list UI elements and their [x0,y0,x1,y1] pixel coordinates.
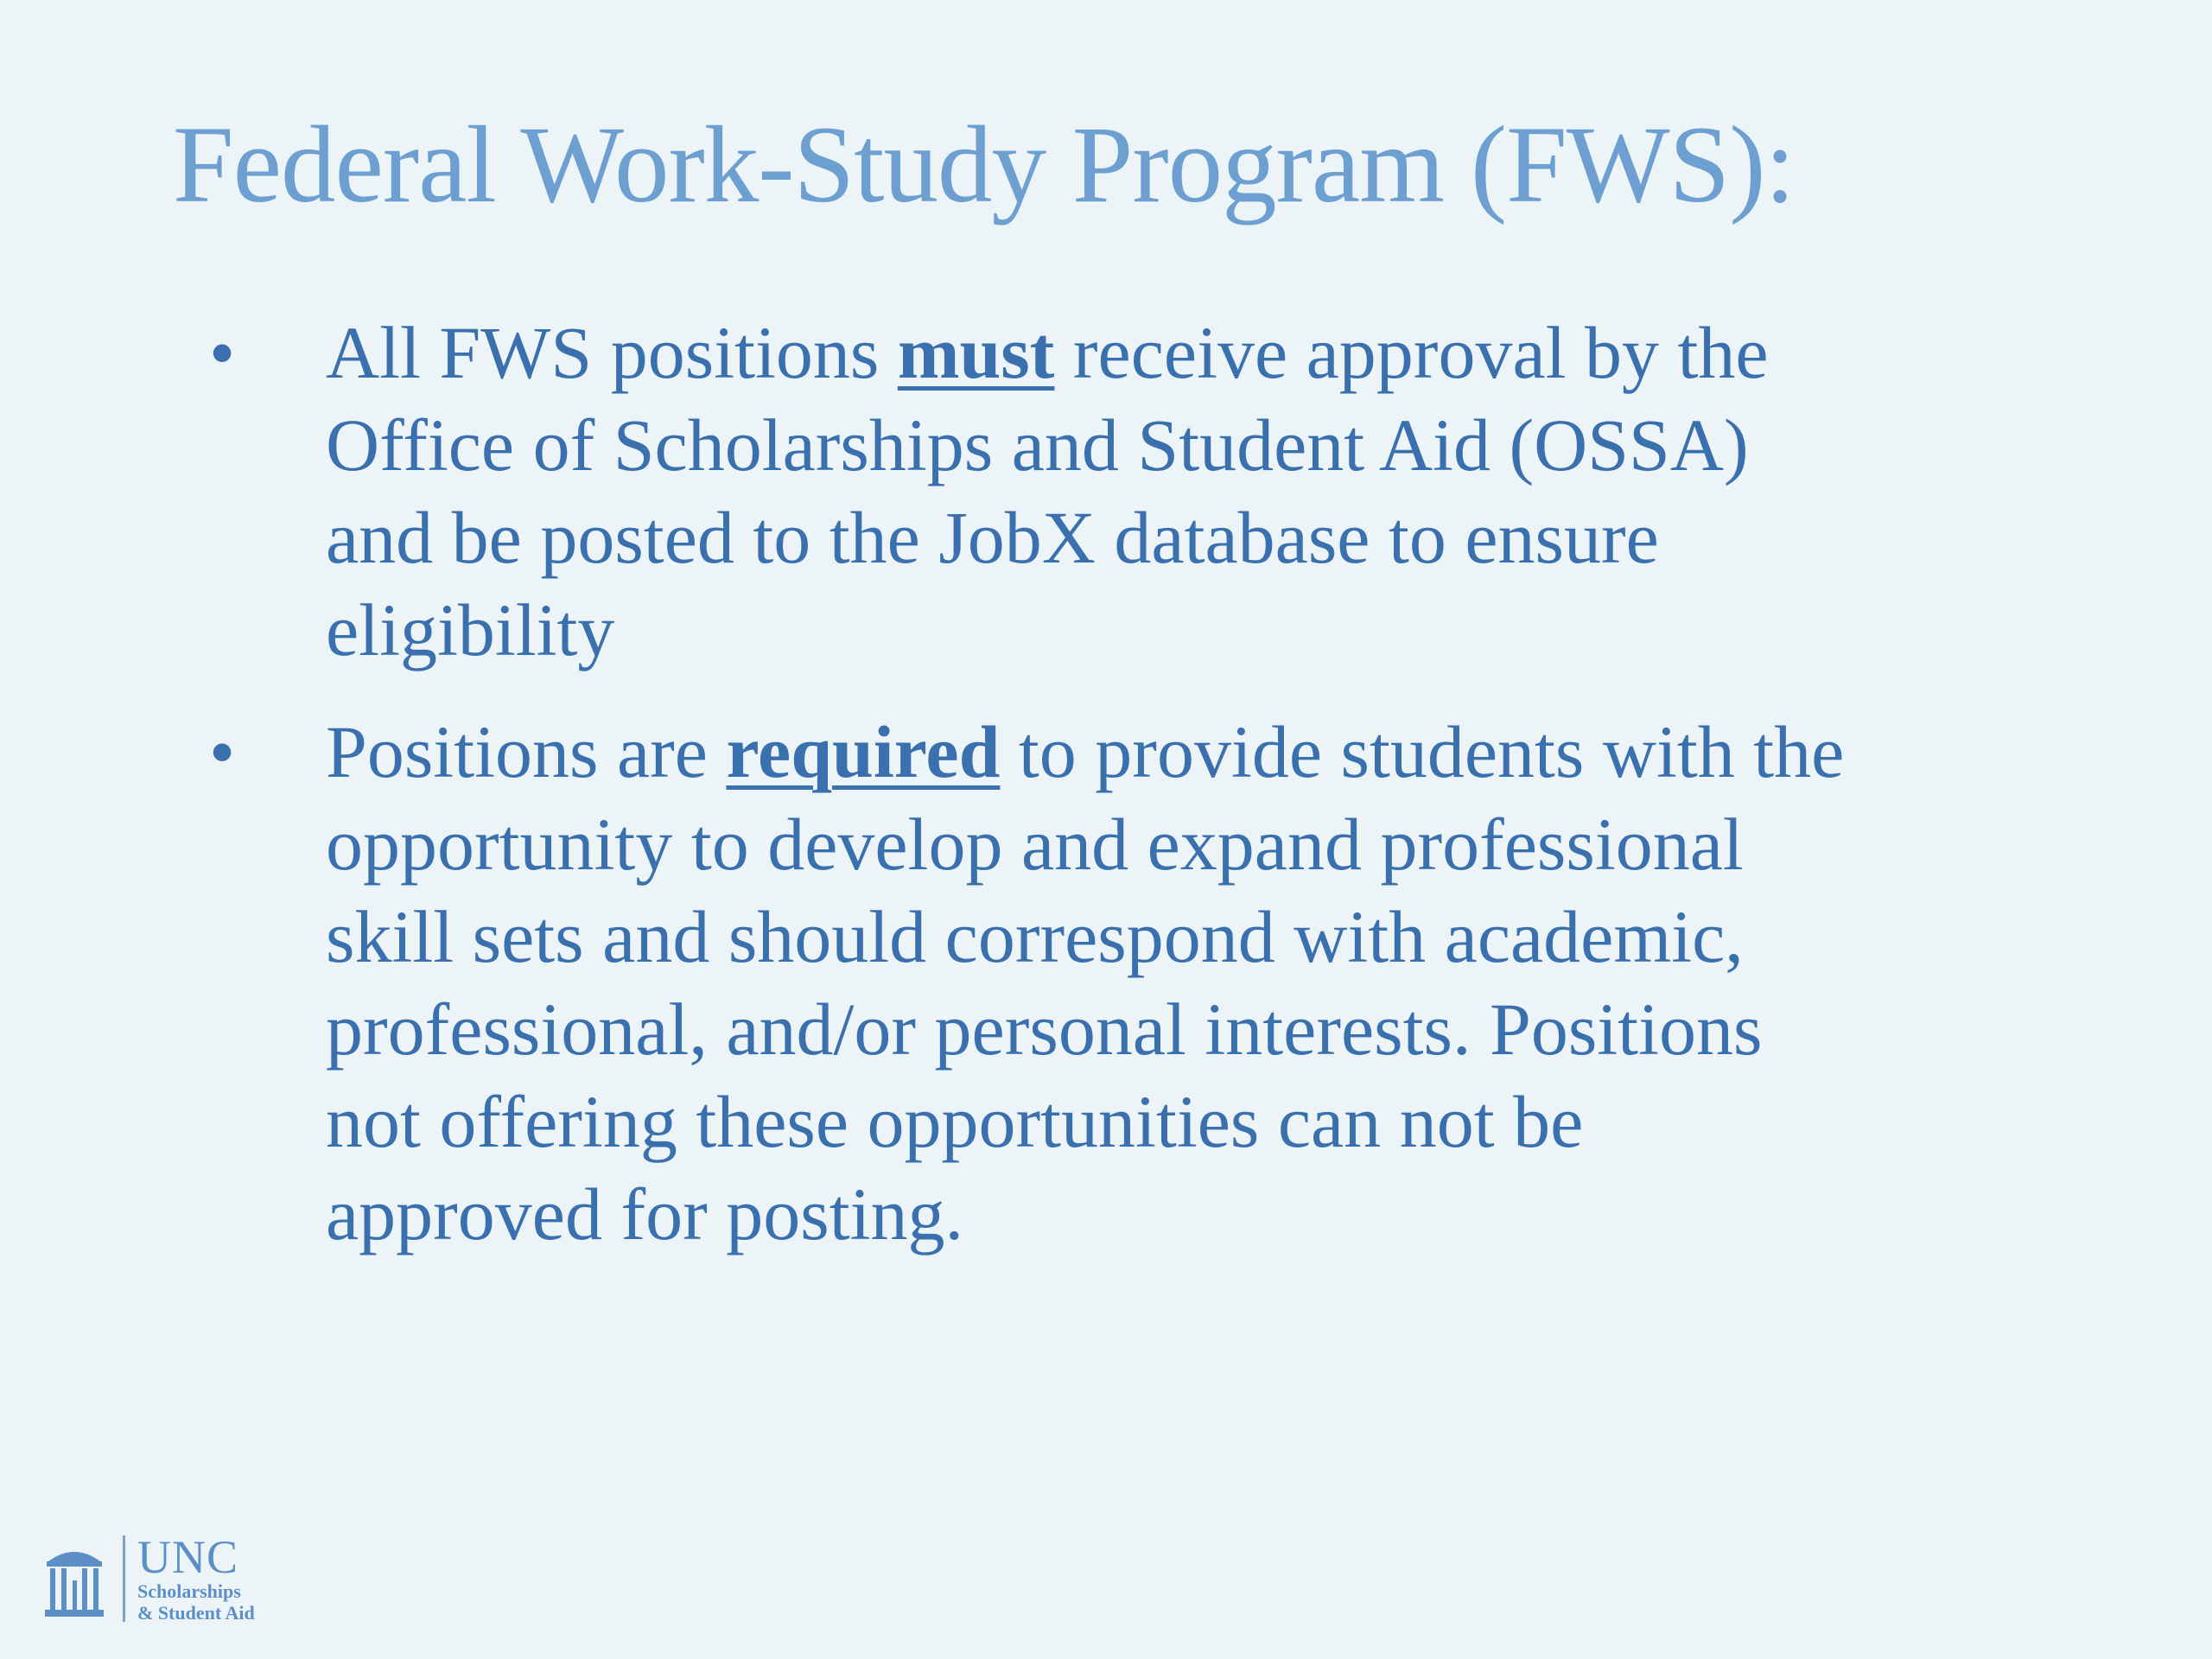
bullet-dot-icon: • [208,710,236,793]
old-well-icon [43,1535,105,1622]
brand-name: UNC [137,1531,239,1583]
text-run: to provide students with the [1000,710,1845,793]
bullet-item-requirements [208,706,2123,1261]
text-run: All FWS positions [326,311,898,394]
bullet-line: skill sets and should correspond with academic, [326,895,1744,978]
footer-logo [43,1531,255,1626]
brand-wordmark [137,1531,255,1624]
slide-title: Federal Work-Study Program (FWS): [173,105,1795,226]
bullet-line: professional, and/or personal interests. Positions [326,988,1763,1071]
bullet-line: Office of Scholarships and Student Aid (OSSA) [326,404,1749,486]
brand-line: Scholarships [137,1580,241,1602]
bullet-line: opportunity to develop and expand professional [326,803,1744,886]
bullet-item-approval [208,307,2123,677]
bullet-line [326,307,2123,399]
bullet-line [326,706,2123,798]
bullet-line: not offering these opportunities can not be [326,1080,1584,1163]
text-run: Positions are [326,710,727,793]
brand-line: & Student Aid [137,1602,255,1624]
bullet-dot-icon: • [208,311,236,394]
logo-divider [123,1535,125,1622]
bullet-line: eligibility [326,588,615,671]
bullet-line: approved for posting. [326,1173,964,1255]
emphasis-must: must [897,311,1055,394]
emphasis-required: required [726,710,1001,793]
text-run: receive approval by the [1054,311,1769,394]
bullet-line: and be posted to the JobX database to ensure [326,496,1659,579]
